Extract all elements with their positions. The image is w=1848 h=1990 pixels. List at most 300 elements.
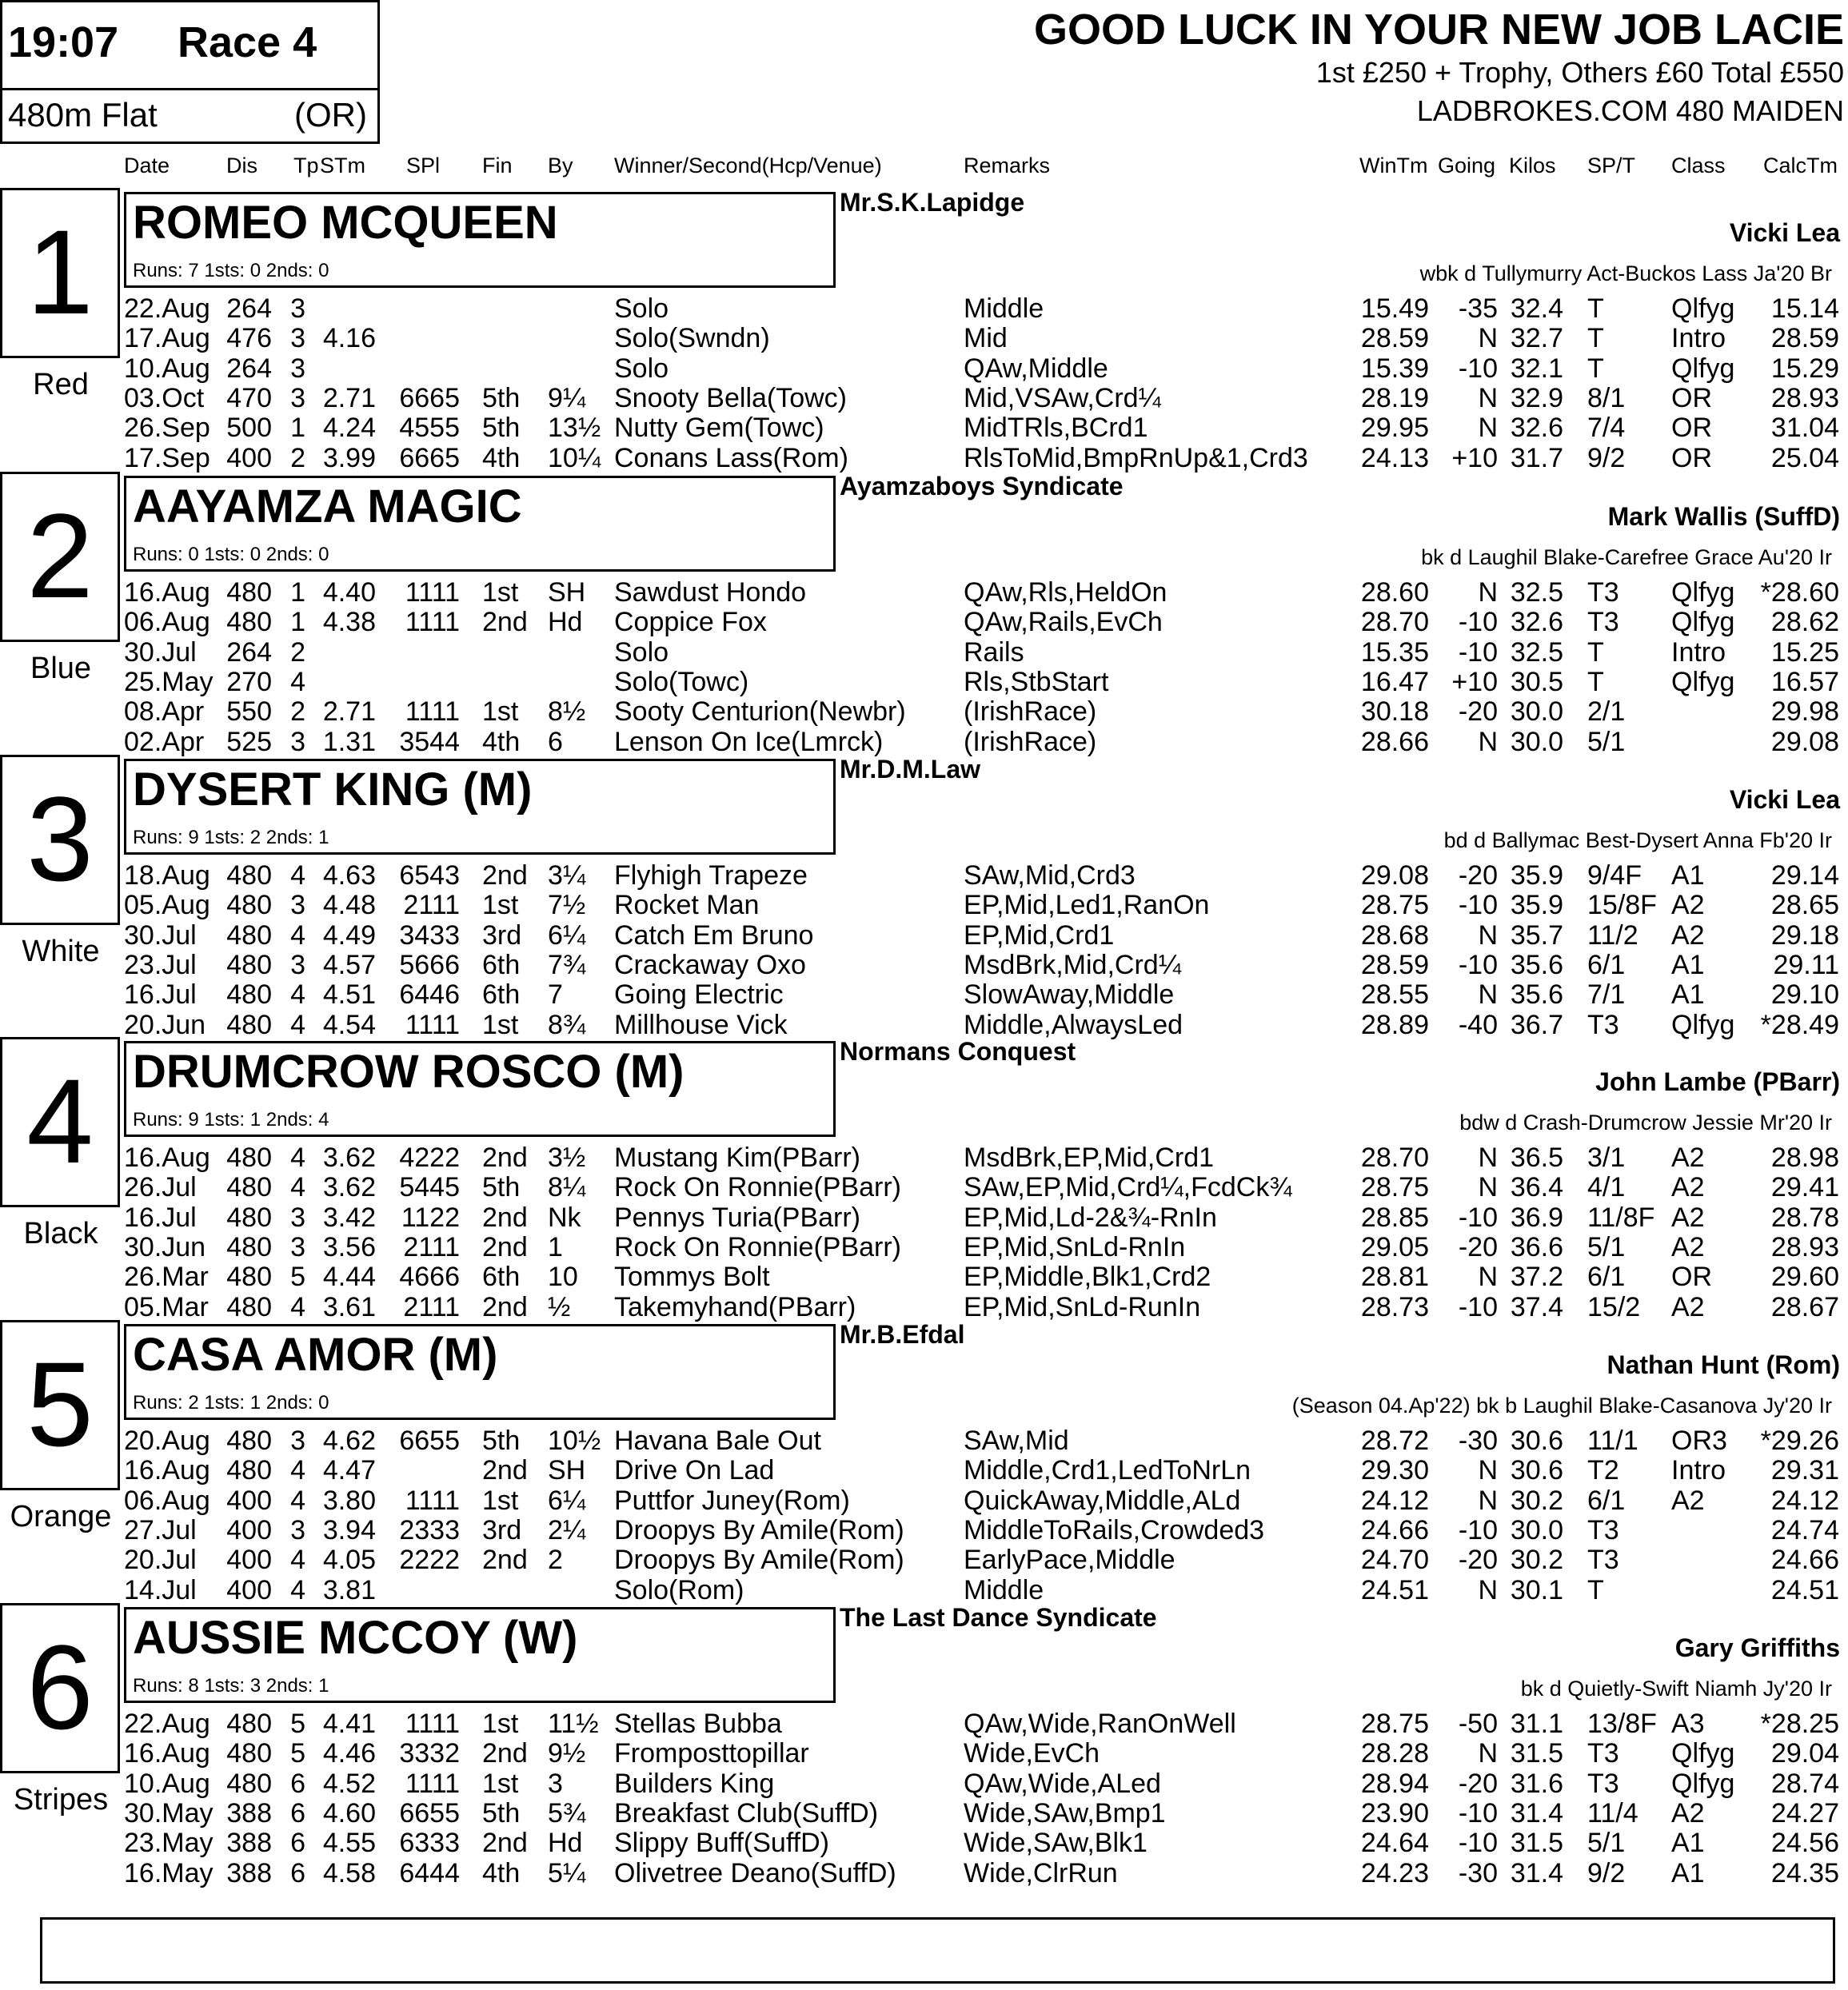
form-row (0, 443, 1848, 473)
form-wintm: 24.66 (1360, 1514, 1429, 1545)
form-spl: 1111 (405, 1768, 460, 1799)
form-row (0, 1486, 1848, 1515)
form-remarks: EP,Mid,Crd1 (964, 919, 1115, 951)
form-remarks: (IrishRace) (964, 696, 1097, 728)
form-stm: 4.40 (322, 577, 376, 608)
form-by: 9¼ (548, 382, 586, 413)
form-wintm: 28.73 (1360, 1291, 1429, 1322)
form-calctm: 29.18 (1770, 919, 1839, 951)
form-spl: 6665 (399, 382, 460, 413)
form-sp: 5/1 (1587, 1231, 1626, 1262)
form-wintm: 28.55 (1360, 979, 1429, 1011)
form-spl: 4555 (399, 413, 460, 444)
form-kilos: 37.2 (1510, 1262, 1563, 1293)
col-stm: STm (320, 154, 365, 177)
form-dis: 480 (226, 1143, 272, 1173)
owner: Mr.D.M.Law (840, 755, 981, 784)
form-fin: 2nd (482, 1143, 528, 1173)
form-going: -20 (1458, 860, 1498, 891)
form-tp: 4 (290, 1009, 305, 1040)
form-fin: 6th (482, 979, 521, 1011)
form-calctm: 28.98 (1770, 1143, 1839, 1173)
form-calctm: 16.57 (1770, 666, 1839, 697)
form-winner: Takemyhand(PBarr) (614, 1291, 856, 1322)
form-kilos: 31.4 (1510, 1797, 1563, 1828)
form-remarks: MiddleToRails,Crowded3 (964, 1514, 1265, 1545)
form-kilos: 31.5 (1510, 1738, 1563, 1769)
form-dis: 264 (226, 293, 272, 324)
form-dis: 480 (226, 979, 272, 1011)
form-stm: 4.46 (322, 1738, 376, 1769)
form-going: N (1478, 726, 1498, 757)
form-stm: 4.44 (322, 1262, 376, 1293)
form-fin: 4th (482, 442, 521, 473)
form-spl: 1111 (405, 1485, 460, 1516)
form-dis: 480 (226, 607, 272, 638)
form-calctm: 29.08 (1770, 726, 1839, 757)
form-kilos: 31.6 (1510, 1768, 1563, 1799)
form-class: A2 (1671, 1172, 1705, 1203)
form-remarks: EP,Middle,Blk1,Crd2 (964, 1262, 1211, 1293)
form-dis: 264 (226, 636, 272, 668)
form-winner: Fromposttopillar (614, 1738, 809, 1769)
form-spl: 1111 (405, 696, 460, 728)
form-going: +10 (1451, 442, 1498, 473)
form-going: -20 (1458, 1231, 1498, 1262)
owner: Normans Conquest (840, 1037, 1076, 1066)
form-kilos: 31.4 (1510, 1857, 1563, 1888)
form-kilos: 35.9 (1510, 890, 1563, 921)
form-kilos: 30.1 (1510, 1574, 1563, 1605)
form-class: A2 (1671, 1291, 1705, 1322)
form-class: A2 (1671, 1485, 1705, 1516)
form-class: A1 (1671, 1857, 1705, 1888)
form-sp: 15/8F (1587, 890, 1657, 921)
form-remarks: SAw,EP,Mid,Crd¼,FcdCk¾ (964, 1172, 1292, 1203)
form-fin: 5th (482, 1797, 521, 1828)
dog-name-box (124, 1041, 836, 1137)
form-dis: 480 (226, 1768, 272, 1799)
form-sp: T (1587, 636, 1604, 668)
form-class: A2 (1671, 1143, 1705, 1173)
form-winner: Solo (614, 293, 669, 324)
form-row (0, 577, 1848, 607)
form-wintm: 28.81 (1360, 1262, 1429, 1293)
form-spl: 1111 (405, 1009, 460, 1040)
form-wintm: 28.59 (1360, 323, 1429, 354)
trap-number: 2 (0, 472, 120, 642)
form-fin: 1st (482, 890, 519, 921)
form-wintm: 28.75 (1360, 1172, 1429, 1203)
form-class: Qlfyg (1671, 1009, 1735, 1040)
form-date: 26.Mar (124, 1262, 209, 1293)
col-class: Class (1671, 154, 1726, 177)
form-row (0, 696, 1848, 726)
form-row (0, 1545, 1848, 1574)
form-spl: 6446 (399, 979, 460, 1011)
form-stm: 3.81 (322, 1574, 376, 1605)
form-by: 8¾ (548, 1009, 586, 1040)
col-spl: SPl (406, 154, 441, 177)
form-winner: Pennys Turia(PBarr) (614, 1202, 860, 1233)
form-remarks: EP,Mid,Led1,RanOn (964, 890, 1210, 921)
form-spl: 6665 (399, 442, 460, 473)
form-sp: T3 (1587, 1545, 1619, 1576)
form-dis: 270 (226, 666, 272, 697)
form-kilos: 37.4 (1510, 1291, 1563, 1322)
form-date: 08.Apr (124, 696, 205, 728)
form-tp: 4 (290, 1172, 305, 1203)
form-kilos: 36.5 (1510, 1143, 1563, 1173)
form-fin: 1st (482, 1768, 519, 1799)
trap-colour: Orange (10, 1500, 112, 1533)
form-tp: 4 (290, 666, 305, 697)
form-kilos: 31.7 (1510, 442, 1563, 473)
form-remarks: QAw,Wide,RanOnWell (964, 1709, 1236, 1739)
form-remarks: Wide,ClrRun (964, 1857, 1118, 1888)
form-by: 3½ (548, 1143, 586, 1173)
form-date: 18.Aug (124, 860, 210, 891)
dog-name: CASA AMOR (M) (133, 1329, 498, 1381)
form-by: 7¾ (548, 949, 586, 980)
form-row (0, 950, 1848, 979)
form-fin: 1st (482, 1709, 519, 1739)
form-spl: 6655 (399, 1797, 460, 1828)
form-date: 03.Oct (124, 382, 205, 413)
owner: Ayamzaboys Syndicate (840, 472, 1124, 500)
form-spl: 5666 (399, 949, 460, 980)
form-winner: Drive On Lad (614, 1455, 775, 1486)
form-going: -30 (1458, 1426, 1498, 1456)
form-class: A3 (1671, 1709, 1705, 1739)
form-sp: 13/8F (1587, 1709, 1657, 1739)
form-tp: 3 (290, 1231, 305, 1262)
trap-number: 1 (0, 188, 120, 358)
form-going: N (1478, 323, 1498, 354)
dog-name: DYSERT KING (M) (133, 764, 533, 816)
form-kilos: 30.6 (1510, 1426, 1563, 1456)
form-kilos: 32.7 (1510, 323, 1563, 354)
form-kilos: 35.6 (1510, 979, 1563, 1011)
form-sp: 8/1 (1587, 382, 1626, 413)
form-class: A2 (1671, 1797, 1705, 1828)
form-wintm: 24.12 (1360, 1485, 1429, 1516)
form-stm: 3.56 (322, 1231, 376, 1262)
breeding: wbk d Tullymurry Act-Buckos Lass Ja'20 Br (1419, 261, 1832, 285)
form-row (0, 1426, 1848, 1455)
dog-runs: Runs: 8 1sts: 3 2nds: 1 (133, 1675, 329, 1697)
form-by: SH (548, 1455, 586, 1486)
form-class: A2 (1671, 1202, 1705, 1233)
form-going: N (1478, 1262, 1498, 1293)
dog-runs: Runs: 2 1sts: 1 2nds: 0 (133, 1392, 329, 1414)
form-sp: 11/1 (1587, 1426, 1638, 1456)
form-dis: 400 (226, 1485, 272, 1516)
form-sp: 2/1 (1587, 696, 1626, 728)
form-tp: 6 (290, 1797, 305, 1828)
form-spl: 4666 (399, 1262, 460, 1293)
form-row (0, 1828, 1848, 1857)
form-dis: 550 (226, 696, 272, 728)
form-calctm: 29.14 (1770, 860, 1839, 891)
form-fin: 4th (482, 1857, 521, 1888)
col-fin: Fin (482, 154, 513, 177)
form-wintm: 28.70 (1360, 1143, 1429, 1173)
form-tp: 2 (290, 696, 305, 728)
form-date: 23.Jul (124, 949, 197, 980)
form-tp: 5 (290, 1738, 305, 1769)
form-stm: 2.71 (322, 696, 376, 728)
form-calctm: 24.51 (1770, 1574, 1839, 1605)
form-dis: 480 (226, 1231, 272, 1262)
form-remarks: SlowAway,Middle (964, 979, 1175, 1011)
form-class: A1 (1671, 949, 1705, 980)
form-class: Qlfyg (1671, 1768, 1735, 1799)
form-dis: 480 (226, 1455, 272, 1486)
form-remarks: SAw,Mid (964, 1426, 1069, 1456)
form-fin: 5th (482, 1426, 521, 1456)
form-row (0, 637, 1848, 667)
form-fin: 3rd (482, 1514, 522, 1545)
form-winner: Going Electric (614, 979, 784, 1011)
form-remarks: EP,Mid,Ld-2&¾-RnIn (964, 1202, 1217, 1233)
form-wintm: 28.75 (1360, 1709, 1429, 1739)
form-kilos: 30.2 (1510, 1485, 1563, 1516)
form-sp: T3 (1587, 577, 1619, 608)
form-date: 30.Jul (124, 636, 197, 668)
form-class: A2 (1671, 1231, 1705, 1262)
form-by: 10¼ (548, 442, 601, 473)
form-tp: 1 (290, 607, 305, 638)
form-sp: 7/4 (1587, 413, 1626, 444)
form-row (0, 1769, 1848, 1798)
form-fin: 6th (482, 949, 521, 980)
form-tp: 1 (290, 577, 305, 608)
col-wintm: WinTm (1359, 154, 1428, 177)
form-kilos: 36.7 (1510, 1009, 1563, 1040)
form-stm: 3.42 (322, 1202, 376, 1233)
form-class: A2 (1671, 890, 1705, 921)
trainer: Vicki Lea (1729, 218, 1840, 247)
form-date: 10.Aug (124, 353, 210, 384)
form-kilos: 30.0 (1510, 726, 1563, 757)
form-class: Qlfyg (1671, 577, 1735, 608)
form-dis: 525 (226, 726, 272, 757)
form-tp: 3 (290, 1426, 305, 1456)
form-date: 22.Aug (124, 1709, 210, 1739)
form-calctm: 24.27 (1770, 1797, 1839, 1828)
form-stm: 4.57 (322, 949, 376, 980)
form-sp: 6/1 (1587, 1485, 1626, 1516)
form-tp: 4 (290, 860, 305, 891)
form-winner: Droopys By Amile(Rom) (614, 1514, 904, 1545)
col-remarks: Remarks (964, 154, 1051, 177)
form-date: 16.Aug (124, 1455, 210, 1486)
form-dis: 264 (226, 353, 272, 384)
form-by: Hd (548, 1828, 583, 1859)
form-dis: 388 (226, 1797, 272, 1828)
breeding: bdw d Crash-Drumcrow Jessie Mr'20 Ir (1459, 1111, 1832, 1135)
form-going: -35 (1458, 293, 1498, 324)
form-wintm: 28.70 (1360, 607, 1429, 638)
form-going: -10 (1458, 1797, 1498, 1828)
form-fin: 2nd (482, 860, 528, 891)
trainer: Vicki Lea (1729, 785, 1840, 814)
form-remarks: QAw,Rails,EvCh (964, 607, 1163, 638)
form-winner: Olivetree Deano(SuffD) (614, 1857, 896, 1888)
form-winner: Flyhigh Trapeze (614, 860, 808, 891)
form-row (0, 1709, 1848, 1738)
form-wintm: 29.30 (1360, 1455, 1429, 1486)
form-by: 7 (548, 979, 563, 1011)
form-tp: 3 (290, 1514, 305, 1545)
form-fin: 5th (482, 1172, 521, 1203)
form-kilos: 30.5 (1510, 666, 1563, 697)
form-spl: 3544 (399, 726, 460, 757)
form-stm: 1.31 (322, 726, 376, 757)
dog-name: DRUMCROW ROSCO (M) (133, 1046, 685, 1098)
form-winner: Solo(Towc) (614, 666, 749, 697)
form-wintm: 24.23 (1360, 1857, 1429, 1888)
form-tp: 3 (290, 726, 305, 757)
form-calctm: *28.49 (1760, 1009, 1839, 1040)
form-tp: 4 (290, 1291, 305, 1322)
form-by: 2 (548, 1545, 563, 1576)
race-time: 19:07 (8, 18, 119, 66)
col-date: Date (124, 154, 170, 177)
form-calctm: 28.74 (1770, 1768, 1839, 1799)
dog-runs: Runs: 0 1sts: 0 2nds: 0 (133, 544, 329, 565)
trainer: Gary Griffiths (1674, 1633, 1840, 1662)
form-by: 7½ (548, 890, 586, 921)
form-spl: 1111 (405, 607, 460, 638)
form-sp: 11/8F (1587, 1202, 1655, 1233)
form-date: 10.Aug (124, 1768, 210, 1799)
form-stm: 2.71 (322, 382, 376, 413)
form-by: 10 (548, 1262, 578, 1293)
form-kilos: 36.6 (1510, 1231, 1563, 1262)
form-going: -10 (1458, 1202, 1498, 1233)
form-winner: Havana Bale Out (614, 1426, 821, 1456)
form-wintm: 15.49 (1360, 293, 1429, 324)
form-wintm: 28.94 (1360, 1768, 1429, 1799)
form-going: N (1478, 577, 1498, 608)
form-date: 16.May (124, 1857, 214, 1888)
dog-name-box (124, 476, 836, 572)
form-kilos: 35.6 (1510, 949, 1563, 980)
form-going: N (1478, 1485, 1498, 1516)
form-date: 16.Aug (124, 1143, 210, 1173)
form-kilos: 32.5 (1510, 636, 1563, 668)
form-by: 8¼ (548, 1172, 586, 1203)
form-going: -10 (1458, 636, 1498, 668)
form-remarks: EarlyPace,Middle (964, 1545, 1175, 1576)
form-date: 20.Jul (124, 1545, 197, 1576)
form-winner: Puttfor Juney(Rom) (614, 1485, 850, 1516)
trap-colour: Black (23, 1217, 98, 1250)
form-date: 26.Sep (124, 413, 210, 444)
form-spl: 6444 (399, 1857, 460, 1888)
form-by: 10½ (548, 1426, 601, 1456)
form-tp: 3 (290, 293, 305, 324)
form-kilos: 35.9 (1510, 860, 1563, 891)
form-by: SH (548, 577, 586, 608)
dog-runs: Runs: 7 1sts: 0 2nds: 0 (133, 260, 329, 281)
form-spl: 2111 (403, 890, 460, 921)
form-calctm: 28.93 (1770, 1231, 1839, 1262)
form-row (0, 920, 1848, 950)
form-remarks: EP,Mid,SnLd-RunIn (964, 1291, 1201, 1322)
form-calctm: 24.74 (1770, 1514, 1839, 1545)
form-wintm: 15.39 (1360, 353, 1429, 384)
breeding: bk d Quietly-Swift Niamh Jy'20 Ir (1520, 1677, 1832, 1701)
form-sp: T3 (1587, 607, 1619, 638)
form-stm: 3.61 (322, 1291, 376, 1322)
form-date: 20.Jun (124, 1009, 206, 1040)
form-stm: 4.60 (322, 1797, 376, 1828)
form-kilos: 31.1 (1510, 1709, 1563, 1739)
col-going: Going (1438, 154, 1496, 177)
col-tp: Tp (293, 154, 319, 177)
form-date: 06.Aug (124, 607, 210, 638)
form-class: OR3 (1671, 1426, 1727, 1456)
form-stm: 3.94 (322, 1514, 376, 1545)
form-fin: 6th (482, 1262, 521, 1293)
form-fin: 5th (482, 382, 521, 413)
form-winner: Conans Lass(Rom) (614, 442, 848, 473)
form-wintm: 28.89 (1360, 1009, 1429, 1040)
form-wintm: 24.70 (1360, 1545, 1429, 1576)
form-by: 9½ (548, 1738, 586, 1769)
form-remarks: MsdBrk,EP,Mid,Crd1 (964, 1143, 1215, 1173)
form-tp: 2 (290, 442, 305, 473)
form-going: N (1478, 919, 1498, 951)
form-row (0, 860, 1848, 890)
form-spl: 1111 (405, 577, 460, 608)
form-calctm: 29.41 (1770, 1172, 1839, 1203)
form-row (0, 1172, 1848, 1202)
form-wintm: 24.51 (1360, 1574, 1429, 1605)
form-winner: Breakfast Club(SuffD) (614, 1797, 879, 1828)
form-calctm: 24.12 (1770, 1485, 1839, 1516)
dog-name: ROMEO MCQUEEN (133, 197, 558, 249)
form-sp: T (1587, 1574, 1604, 1605)
form-winner: Rock On Ronnie(PBarr) (614, 1231, 902, 1262)
form-class: Qlfyg (1671, 666, 1735, 697)
form-calctm: *28.25 (1760, 1709, 1839, 1739)
race-sponsor: LADBROKES.COM 480 MAIDEN (1416, 94, 1844, 127)
form-row (0, 979, 1848, 1009)
form-going: -40 (1458, 1009, 1498, 1040)
col-kilos: Kilos (1509, 154, 1556, 177)
form-going: -30 (1458, 1857, 1498, 1888)
race-info-divider (0, 88, 380, 90)
form-class: OR (1671, 382, 1712, 413)
form-calctm: 28.78 (1770, 1202, 1839, 1233)
form-stm: 3.62 (322, 1172, 376, 1203)
owner: The Last Dance Syndicate (840, 1603, 1157, 1632)
form-dis: 500 (226, 413, 272, 444)
form-winner: Sooty Centurion(Newbr) (614, 696, 906, 728)
form-winner: Stellas Bubba (614, 1709, 782, 1739)
form-by: 6¼ (548, 919, 586, 951)
runner-5 (0, 1320, 1848, 1605)
race-distance: 480m Flat (8, 96, 158, 134)
form-spl: 3433 (399, 919, 460, 951)
form-stm: 4.63 (322, 860, 376, 891)
form-stm: 4.51 (322, 979, 376, 1011)
form-wintm: 28.28 (1360, 1738, 1429, 1769)
